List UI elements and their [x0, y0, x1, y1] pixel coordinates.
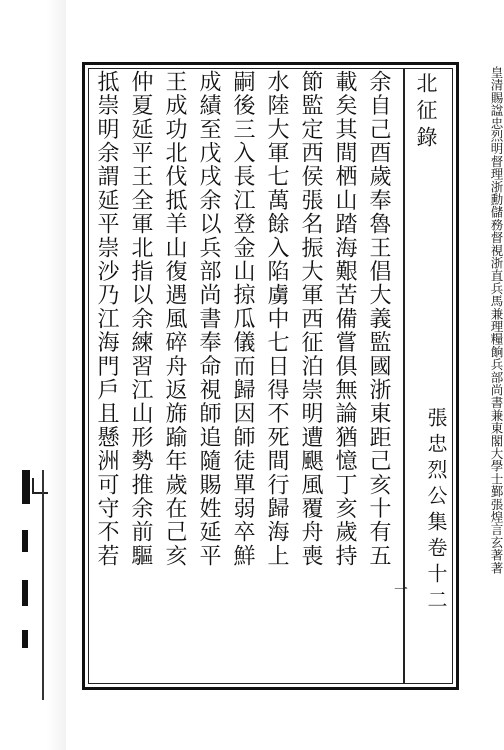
section-title: 北征錄: [414, 72, 438, 153]
book-spine-marks: [22, 470, 58, 700]
spine-line: [42, 470, 44, 700]
spine-bracket-mark: [32, 478, 48, 494]
text-column-9: 抵崇明余謂延平崇沙乃江海門戶且懸洲可守不若: [94, 70, 119, 568]
document-page: [82, 62, 504, 692]
page-number: 一: [392, 582, 408, 600]
author-byline: 皇清賜諡忠烈明督理浙勳儲務督視浙直兵馬兼理糧餉兵部尚書兼東閣大學士鄞張煌言玄著著: [489, 66, 504, 574]
text-column-1: 余自己酉歲奉魯王倡大義監國浙東距己亥十有五: [366, 70, 391, 568]
text-column-8: 仲夏延平王全軍北指以余練習江山形勢推余前驅: [128, 70, 153, 568]
text-column-6: 成績至戊戌余以兵部尚書奉命視師追隨賜姓延平: [196, 70, 221, 568]
spine-block-mark: [22, 630, 28, 648]
text-column-7: 王成功北伐抵羊山復遇風碎舟返旆踰年歲在己亥: [162, 70, 187, 568]
text-column-4: 水陸大軍七萬餘入陷虜中七日得不死間行歸海上: [264, 70, 289, 568]
spine-block-mark: [22, 530, 28, 552]
text-column-5: 嗣後三入長江登金山掠瓜儀而歸因師徒單弱卒鮮: [230, 70, 255, 568]
text-column-2: 載矣其間栖山踏海艱苦備嘗俱無論猶憶丁亥歲持: [332, 70, 357, 568]
text-column-3: 節監定西侯張名振大軍西征泊崇明遭颶風覆舟喪: [298, 70, 323, 568]
spine-block-mark: [22, 470, 30, 504]
spine-block-mark: [22, 580, 28, 606]
book-title: 張忠烈公集卷十二: [424, 407, 448, 615]
